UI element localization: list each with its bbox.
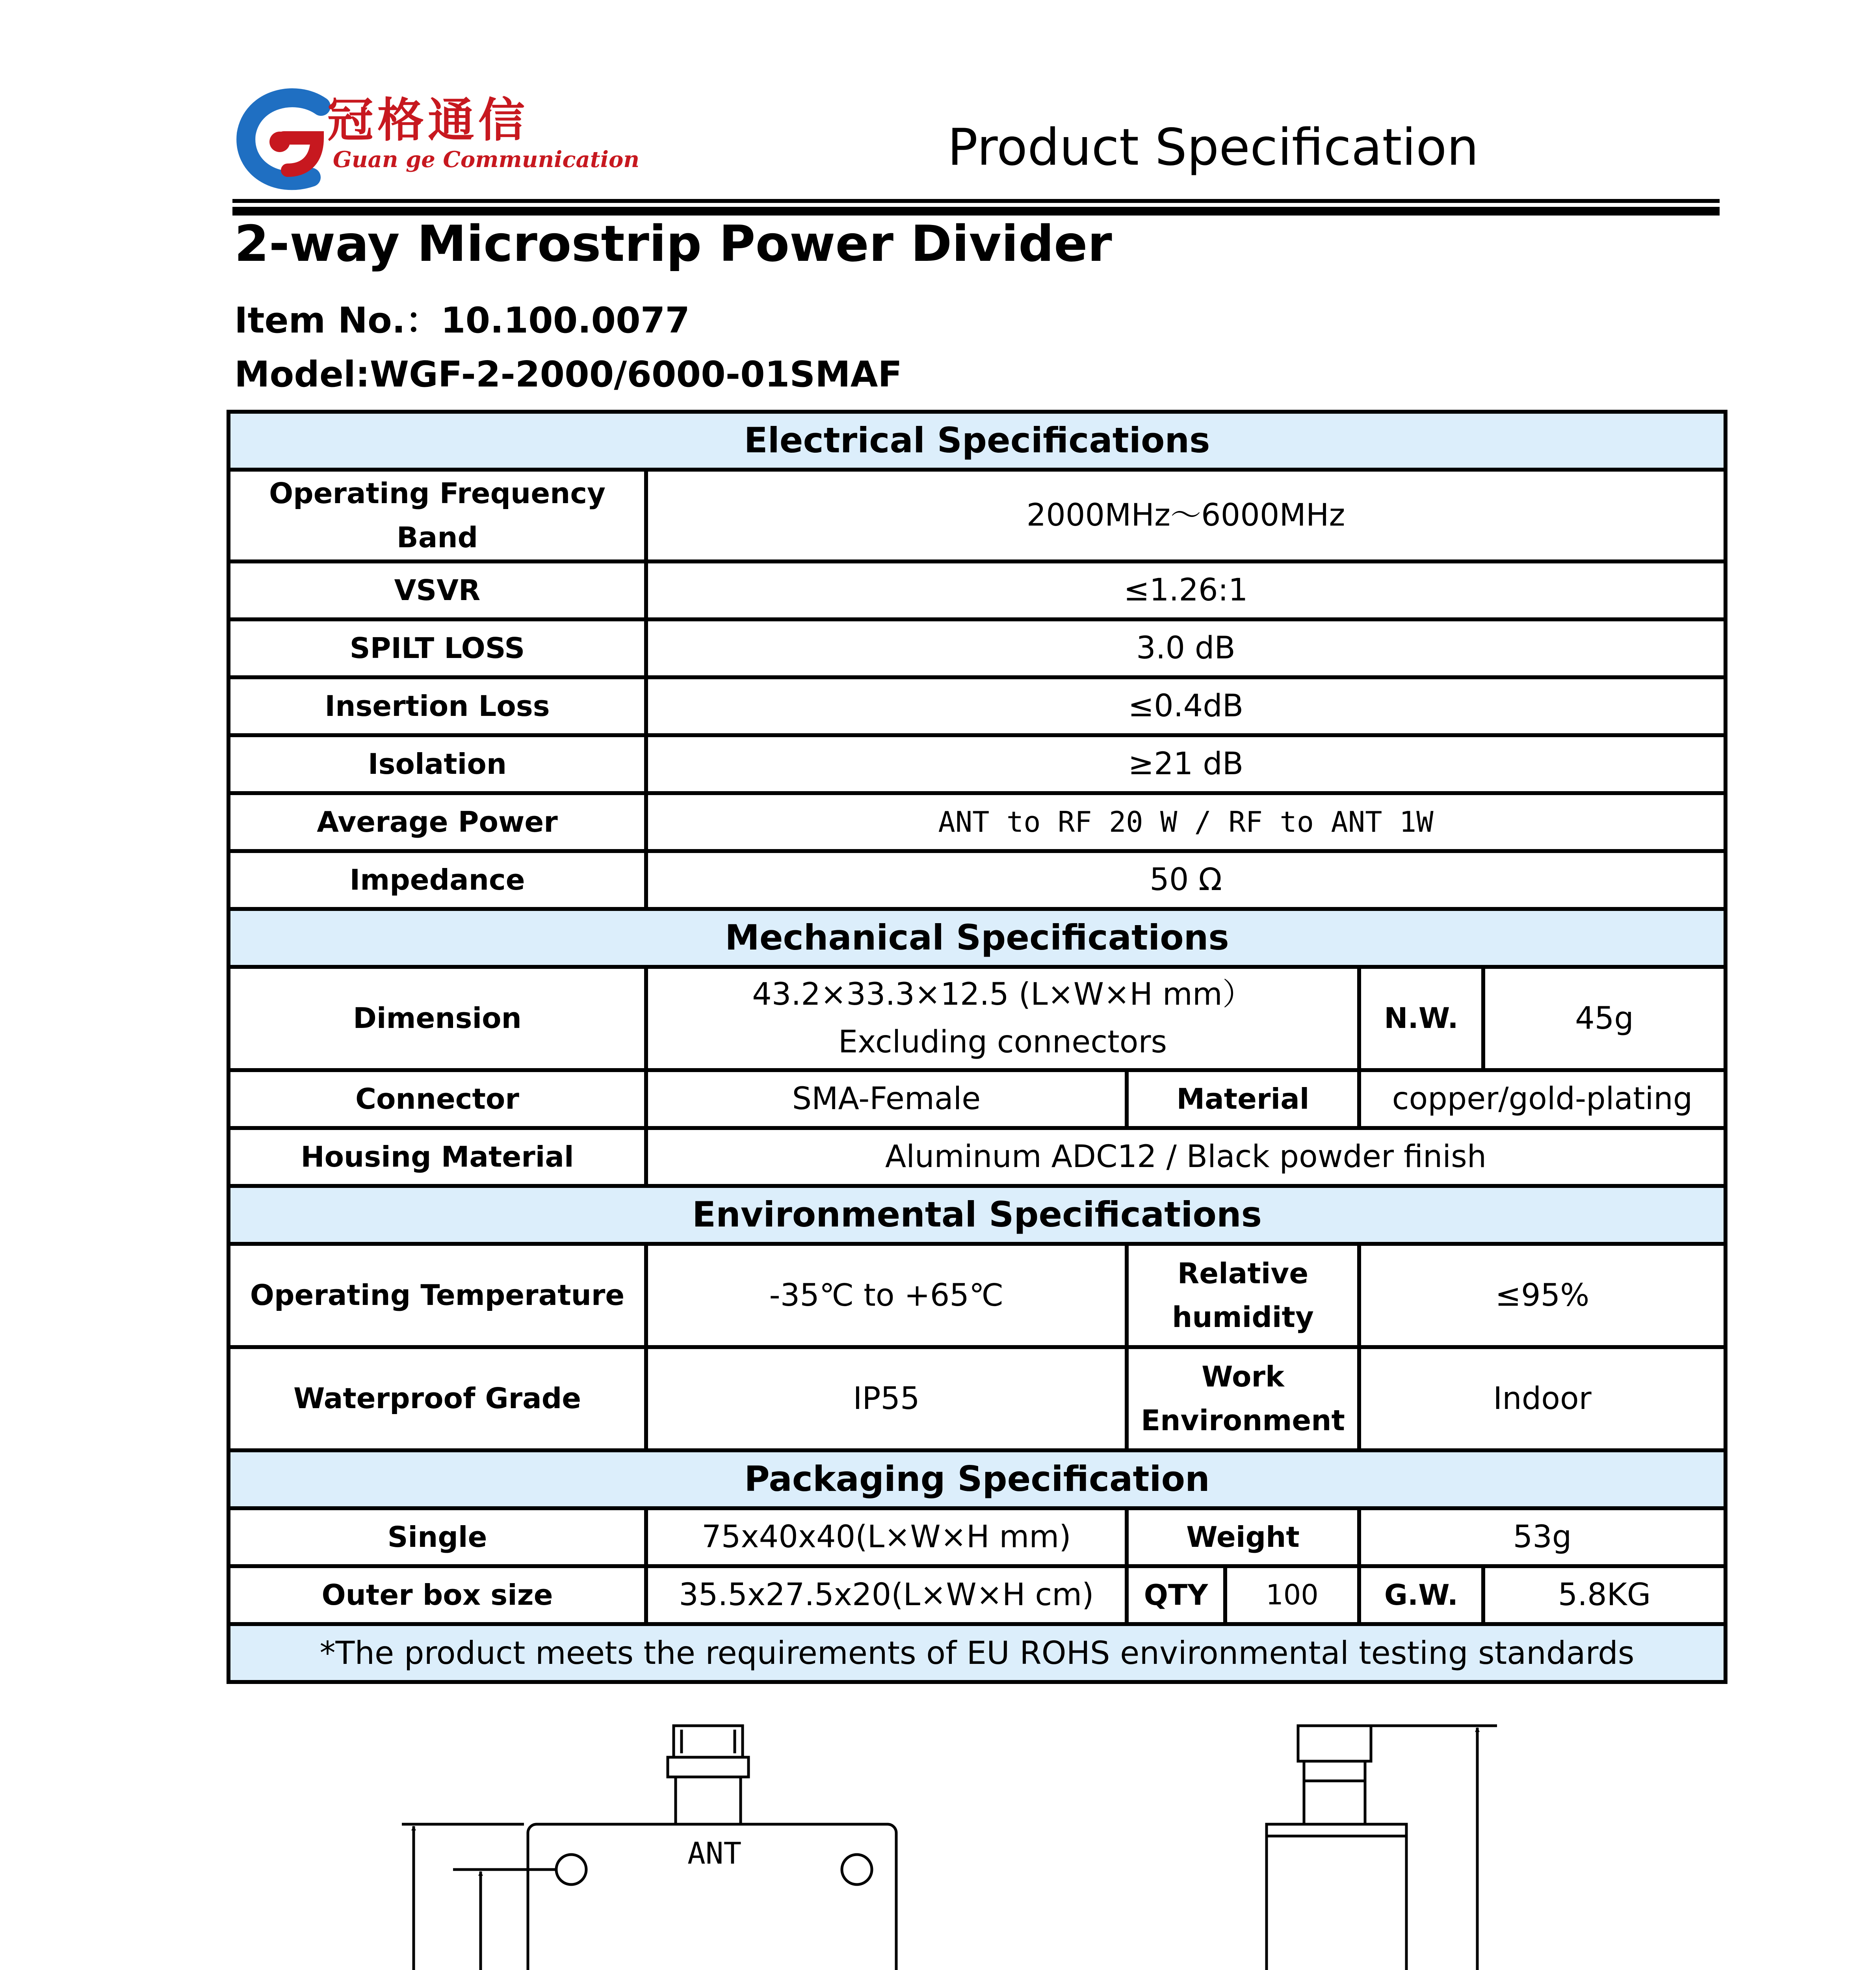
humidity-label — [1127, 1244, 1359, 1347]
work-environment-label — [1127, 1347, 1359, 1450]
side-view-body — [1267, 1824, 1406, 1970]
electrical-heading: Electrical Specifications — [228, 412, 1726, 470]
gross-weight-value: 5.8KG — [1483, 1566, 1726, 1624]
single-label: Single — [228, 1508, 646, 1566]
header-rule — [232, 199, 1720, 203]
waterproof-label: Waterproof Grade — [228, 1347, 646, 1450]
dimension-value — [646, 967, 1359, 1070]
housing-value: Aluminum ADC12 / Black powder finish — [646, 1128, 1726, 1186]
humidity-value: ≤95% — [1359, 1244, 1726, 1347]
header-rule-thick — [232, 207, 1720, 216]
outer-box-label: Outer box size — [228, 1566, 646, 1624]
side-top-connector-icon — [1298, 1726, 1371, 1824]
weight-label: Weight — [1127, 1508, 1359, 1566]
average-power-value: ANT to RF 20 W / RF to ANT 1W — [646, 793, 1726, 851]
insertion-loss-value: ≤0.4dB — [646, 677, 1726, 735]
waterproof-value: IP55 — [646, 1347, 1127, 1450]
insertion-loss-label: Insertion Loss — [228, 677, 646, 735]
temperature-label: Operating Temperature — [228, 1244, 646, 1347]
packaging-heading: Packaging Specification — [228, 1450, 1726, 1508]
qty-label: QTY — [1127, 1566, 1225, 1624]
connector-value: SMA-Female — [646, 1070, 1127, 1128]
work-environment-value: Indoor — [1359, 1347, 1726, 1450]
spec-table — [227, 410, 1727, 1684]
work-label-line-1: Work — [1202, 1360, 1284, 1393]
document-title: Product Specification — [947, 118, 1479, 177]
housing-label: Housing Material — [228, 1128, 646, 1186]
frequency-value: 2000MHz～6000MHz — [646, 470, 1726, 561]
single-value: 75x40x40(L×W×H mm) — [646, 1508, 1127, 1566]
isolation-label: Isolation — [228, 735, 646, 793]
mounting-hole-icon — [842, 1855, 872, 1885]
gross-weight-label: G.W. — [1359, 1566, 1483, 1624]
impedance-label: Impedance — [228, 851, 646, 909]
connector-label: Connector — [228, 1070, 646, 1128]
ant-connector-icon — [668, 1726, 749, 1824]
weight-value: 53g — [1359, 1508, 1726, 1566]
humidity-label-line-1: Relative — [1177, 1256, 1309, 1290]
material-label: Material — [1127, 1070, 1359, 1128]
mounting-hole-icon — [556, 1855, 586, 1885]
logo-chinese-text: 冠格通信 — [327, 93, 529, 147]
net-weight-label: N.W. — [1359, 967, 1483, 1070]
product-title: 2-way Microstrip Power Divider — [234, 215, 1112, 273]
logo-english-text: Guan ge Communication — [333, 147, 640, 173]
frequency-label: Operating Frequency Band — [228, 470, 646, 561]
vswr-label: VSVR — [228, 561, 646, 619]
isolation-value: ≥21 dB — [646, 735, 1726, 793]
material-value: copper/gold-plating — [1359, 1070, 1726, 1128]
dimension-line-1: 43.2×33.3×12.5 (L×W×H mm） — [752, 977, 1253, 1013]
outer-box-value: 35.5x27.5x20(L×W×H cm) — [646, 1566, 1127, 1624]
impedance-value: 50 Ω — [646, 851, 1726, 909]
vswr-value: ≤1.26:1 — [646, 561, 1726, 619]
humidity-label-line-2: humidity — [1172, 1301, 1314, 1334]
temperature-value: -35℃ to +65℃ — [646, 1244, 1127, 1347]
dimension-line-2: Excluding connectors — [838, 1024, 1167, 1060]
technical-drawing — [374, 1706, 1497, 1970]
work-label-line-2: Environment — [1141, 1404, 1345, 1437]
dimension-label: Dimension — [228, 967, 646, 1070]
average-power-label: Average Power — [228, 793, 646, 851]
item-number-value: 10.100.0077 — [441, 300, 690, 341]
net-weight-value: 45g — [1483, 967, 1726, 1070]
item-number-line — [234, 292, 690, 343]
rohs-note: *The product meets the requirements of EU ROHS environmental testing standards — [228, 1624, 1726, 1682]
ant-label: ANT — [687, 1836, 742, 1871]
split-loss-label: SPILT LOSS — [228, 619, 646, 677]
item-number-label: Item No.： — [234, 300, 441, 341]
split-loss-value: 3.0 dB — [646, 619, 1726, 677]
qty-value: 100 — [1225, 1566, 1359, 1624]
environmental-heading: Environmental Specifications — [228, 1186, 1726, 1244]
mechanical-heading: Mechanical Specifications — [228, 909, 1726, 967]
model-line: Model:WGF-2-2000/6000-01SMAF — [234, 354, 902, 395]
